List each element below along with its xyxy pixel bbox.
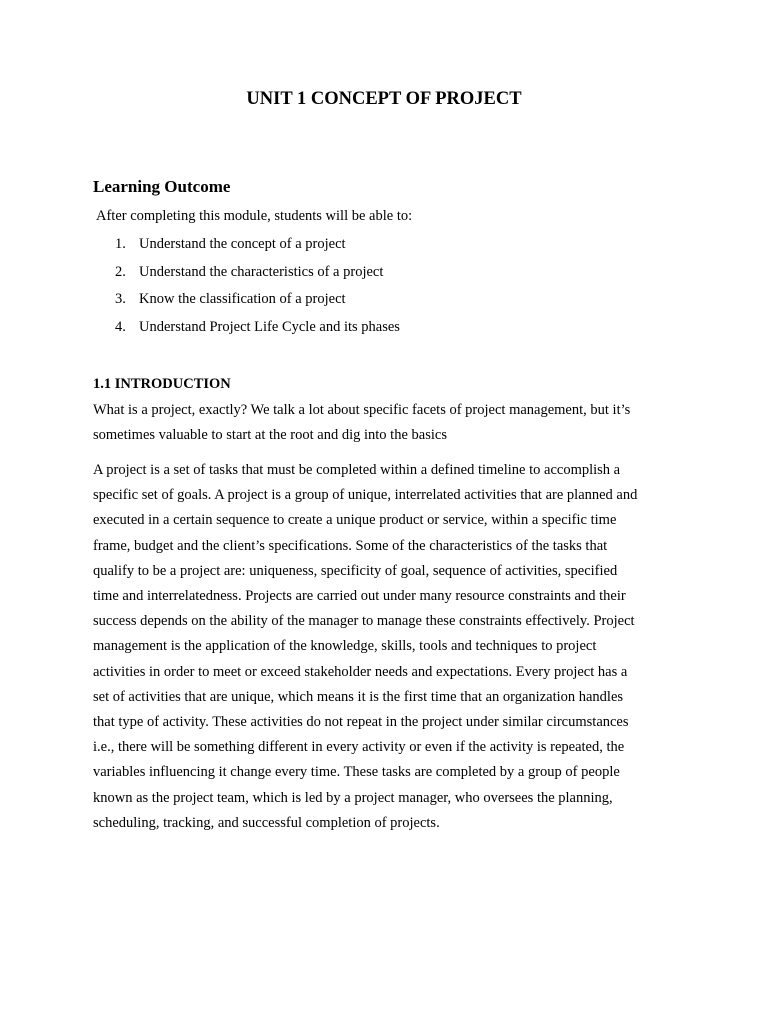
introduction-paragraph-1 bbox=[93, 398, 683, 448]
paragraph-line: executed in a certain sequence to create a unique product or service, within a specific time bbox=[93, 512, 617, 529]
list-item bbox=[93, 262, 683, 290]
introduction-heading: 1.1 INTRODUCTION bbox=[93, 376, 231, 392]
paragraph-line: frame, budget and the client’s specifications. Some of the characteristics of the tasks that bbox=[93, 537, 608, 554]
paragraph-line: set of activities that are unique, which means it is the first time that an organization handles bbox=[93, 688, 624, 705]
paragraph-line: known as the project team, which is led by a project manager, who oversees the planning, bbox=[93, 789, 613, 806]
list-item-number: 1. bbox=[115, 236, 126, 252]
learning-outcome-intro: After completing this module, students will be able to: bbox=[96, 208, 413, 224]
list-item-text: Understand the characteristics of a project bbox=[139, 263, 384, 280]
list-item-number: 4. bbox=[115, 319, 126, 336]
list-item bbox=[93, 234, 683, 262]
page-title: UNIT 1 CONCEPT OF PROJECT bbox=[246, 89, 522, 109]
paragraph-line: What is a project, exactly? We talk a lot about specific facets of project management, but it’s bbox=[93, 402, 631, 418]
paragraph-line: success depends on the ability of the manager to manage these constraints effectively. Project bbox=[93, 613, 635, 630]
paragraph-line: A project is a set of tasks that must be completed within a defined timeline to accomplish a bbox=[93, 462, 621, 478]
paragraph-line: qualify to be a project are: uniqueness, specificity of goal, sequence of activities, specified bbox=[93, 562, 618, 579]
paragraph-line: scheduling, tracking, and successful completion of projects. bbox=[93, 814, 440, 831]
list-item-text: Understand the concept of a project bbox=[139, 236, 346, 252]
introduction-paragraph-2 bbox=[93, 458, 683, 836]
paragraph-line: i.e., there will be something different in every activity or even if the activity is repeated, the bbox=[93, 739, 625, 756]
paragraph-line: specific set of goals. A project is a group of unique, interrelated activities that are planned and bbox=[93, 487, 638, 504]
paragraph-line: activities in order to meet or exceed stakeholder needs and expectations. Every project has a bbox=[93, 663, 628, 680]
learning-outcome-heading: Learning Outcome bbox=[93, 177, 231, 196]
paragraph-line: variables influencing it change every time. These tasks are completed by a group of people bbox=[93, 764, 620, 781]
paragraph-line: sometimes valuable to start at the root and dig into the basics bbox=[93, 427, 447, 444]
paragraph-line: that type of activity. These activities do not repeat in the project under similar circumstances bbox=[93, 714, 629, 731]
paragraph-line: management is the application of the knowledge, skills, tools and techniques to project bbox=[93, 638, 597, 655]
list-item bbox=[93, 289, 683, 317]
list-item-number: 3. bbox=[115, 291, 126, 308]
list-item bbox=[93, 317, 683, 345]
list-item-text: Know the classification of a project bbox=[139, 291, 346, 308]
list-item-number: 2. bbox=[115, 263, 126, 280]
learning-outcome-list bbox=[93, 234, 683, 345]
paragraph-line: time and interrelatedness. Projects are carried out under many resource constraints and their bbox=[93, 588, 626, 605]
list-item-text: Understand Project Life Cycle and its phases bbox=[139, 319, 400, 336]
